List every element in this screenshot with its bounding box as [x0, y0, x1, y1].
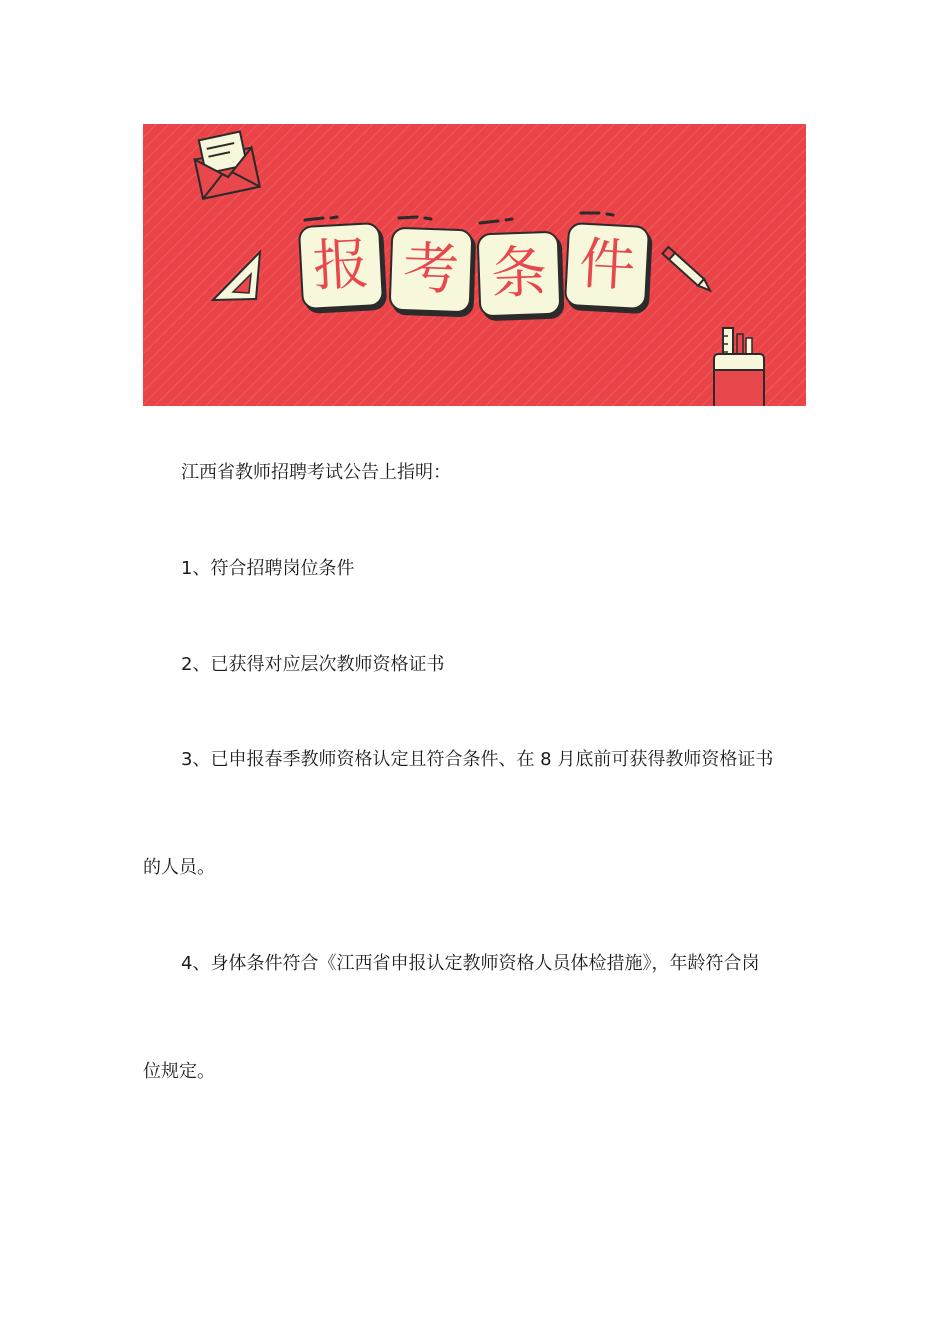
header-banner [143, 124, 806, 406]
pen-icon [662, 247, 713, 294]
banner-decorations [143, 124, 806, 406]
requirement-item-2: 2、已获得对应层次教师资格证书 [181, 654, 445, 675]
requirement-item-4-line-2: 位规定。 [143, 1061, 215, 1082]
requirement-item-4-line-1: 4、身体条件符合《江西省申报认定教师资格人员体检措施》，年龄符合岗 [181, 953, 760, 974]
title-tile-2: 考 [389, 227, 474, 314]
triangle-ruler-icon [213, 252, 260, 300]
title-tile-1: 报 [298, 222, 384, 310]
pencil-cup-icon [714, 328, 764, 406]
intro-text: 江西省教师招聘考试公告上指明： [181, 462, 451, 483]
requirement-item-1: 1、符合招聘岗位条件 [181, 558, 355, 579]
envelope-icon [191, 130, 260, 199]
requirement-item-3-line-1: 3、已申报春季教师资格认定且符合条件、在 8 月底前可获得教师资格证书 [181, 749, 774, 770]
title-tile-3: 条 [477, 231, 562, 318]
accent-dashes [305, 213, 613, 223]
requirement-item-3-line-2: 的人员。 [143, 857, 215, 878]
title-tile-4: 件 [564, 222, 650, 310]
